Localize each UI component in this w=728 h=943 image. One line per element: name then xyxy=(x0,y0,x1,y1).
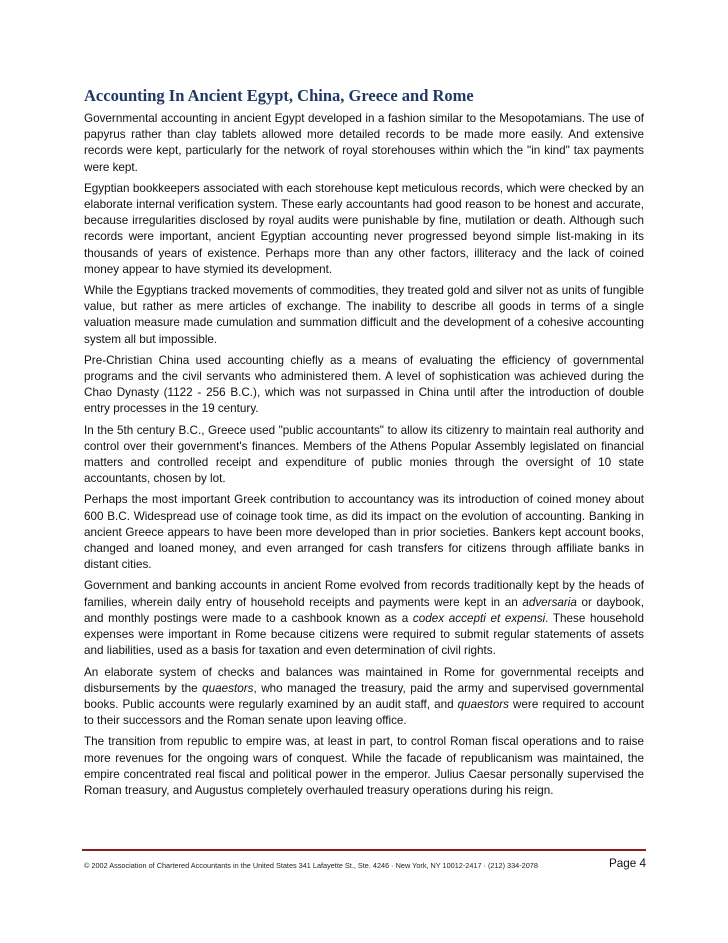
paragraph-text: Governmental accounting in ancient Egypt developed in a fashion similar to the Mesopotamians. The use of papyrus rather than clay tablets allowed more detailed records to be made more easily. And extensive records were kept, particularly for the network of royal storehouses within which the "in kind" tax payments were kept. xyxy=(84,112,644,174)
paragraph xyxy=(84,181,644,278)
paragraph xyxy=(84,423,644,488)
paragraph-text: Egyptian bookkeepers associated with each storehouse kept meticulous records, which were checked by an elaborate internal verification system. These early accountants had good reason to be honest and accurate, because irregularities disclosed by royal audits were punishable by fine, mutilation or death. Although such records were important, ancient Egyptian accounting never progressed beyond simple list-making in its thousands of years of existence. Perhaps more than any other factors, illiteracy and the lack of coined money appear to have stymied its development. xyxy=(84,181,644,276)
footer-credit: © 2002 Association of Chartered Accountants in the United States 341 Lafayette St., Ste. 4246 · New York, NY 10012-2417 · (212) 334-2078 xyxy=(84,861,538,870)
paragraph-text: An elaborate system of checks and balances was maintained in Rome for governmental receipts and disbursements by the xyxy=(84,665,644,695)
paragraph-text: Government and banking accounts in ancient Rome evolved from records traditionally kept by the heads of families, wherein daily entry of household receipts and payments were kept in an xyxy=(84,579,644,609)
paragraph-text: While the Egyptians tracked movements of commodities, they treated gold and silver not as units of fungible value, but rather as mere articles of exchange. The inability to describe all goods in terms of a single valuation measure made cumulation and summation difficult and the development of a cohesive accounting system all but impossible. xyxy=(84,284,644,346)
paragraph xyxy=(84,734,644,799)
italic-term: quaestors xyxy=(202,681,254,695)
paragraph xyxy=(84,578,644,659)
footer-divider xyxy=(82,849,646,851)
paragraph-text: were required to account to their successors and the Roman senate upon leaving office. xyxy=(84,697,645,728)
paragraph xyxy=(84,665,644,730)
paragraph xyxy=(84,283,644,348)
paragraph-text: Perhaps the most important Greek contribution to accountancy was its introduction of coined money about 600 B.C. Widespread use of coinage took time, as did its impact on the evolution of accounting. Banking in ancient Greece appears to have been more developed than in prior societies. Bankers kept account books, changed and loaned money, and even arranged for cash transfers for citizens through affiliate banks in distant cities. xyxy=(84,493,644,572)
page-number: Page 4 xyxy=(609,857,647,870)
paragraph xyxy=(84,111,644,176)
section-heading: Accounting In Ancient Egypt, China, Greece and Rome xyxy=(84,86,474,105)
italic-term: codex accepti et expensi xyxy=(412,611,546,625)
paragraph-text: or daybook, and monthly postings were made to a cashbook known as a xyxy=(84,595,644,625)
body-text xyxy=(84,111,644,804)
paragraph-text: In the 5th century B.C., Greece used "public accountants" to allow its citizenry to maintain real authority and control over their government's finances. Members of the Athens Popular Assembly legislated on financial matters and controlled receipt and expenditure of public monies through the oversight of 10 state accountants, chosen by lot. xyxy=(84,423,644,486)
paragraph xyxy=(84,492,644,573)
paragraph-text: Pre-Christian China used accounting chiefly as a means of evaluating the efficiency of governmental programs and the civil servants who administered them. A level of sophistication was achieved during the Chao Dynasty (1122 - 256 B.C.), which was not surpassed in China until after the introduction of double entry processes in the 19 century. xyxy=(84,353,644,416)
italic-term: quaestors xyxy=(457,697,509,711)
paragraph-text: , who managed the treasury, paid the army and supervised governmental books. Public accounts were regularly examined by an audit staff, and xyxy=(84,681,644,711)
paragraph-text: The transition from republic to empire was, at least in part, to control Roman fiscal operations and to raise more revenues for the ongoing wars of conquest. While the facade of republicanism was maintained, the empire concentrated real fiscal and political power in the emperor. Julius Caesar personally supervised the Roman treasury, and Augustus completely overhauled treasury operations during his reign. xyxy=(84,735,644,797)
italic-term: adversaria xyxy=(522,595,577,609)
paragraph xyxy=(84,353,644,418)
paragraph-text: . These household expenses were important in Rome because citizens were required to submit regular statements of assets and liabilities, used as a basis for taxation and even determination of civil rights. xyxy=(84,611,644,658)
